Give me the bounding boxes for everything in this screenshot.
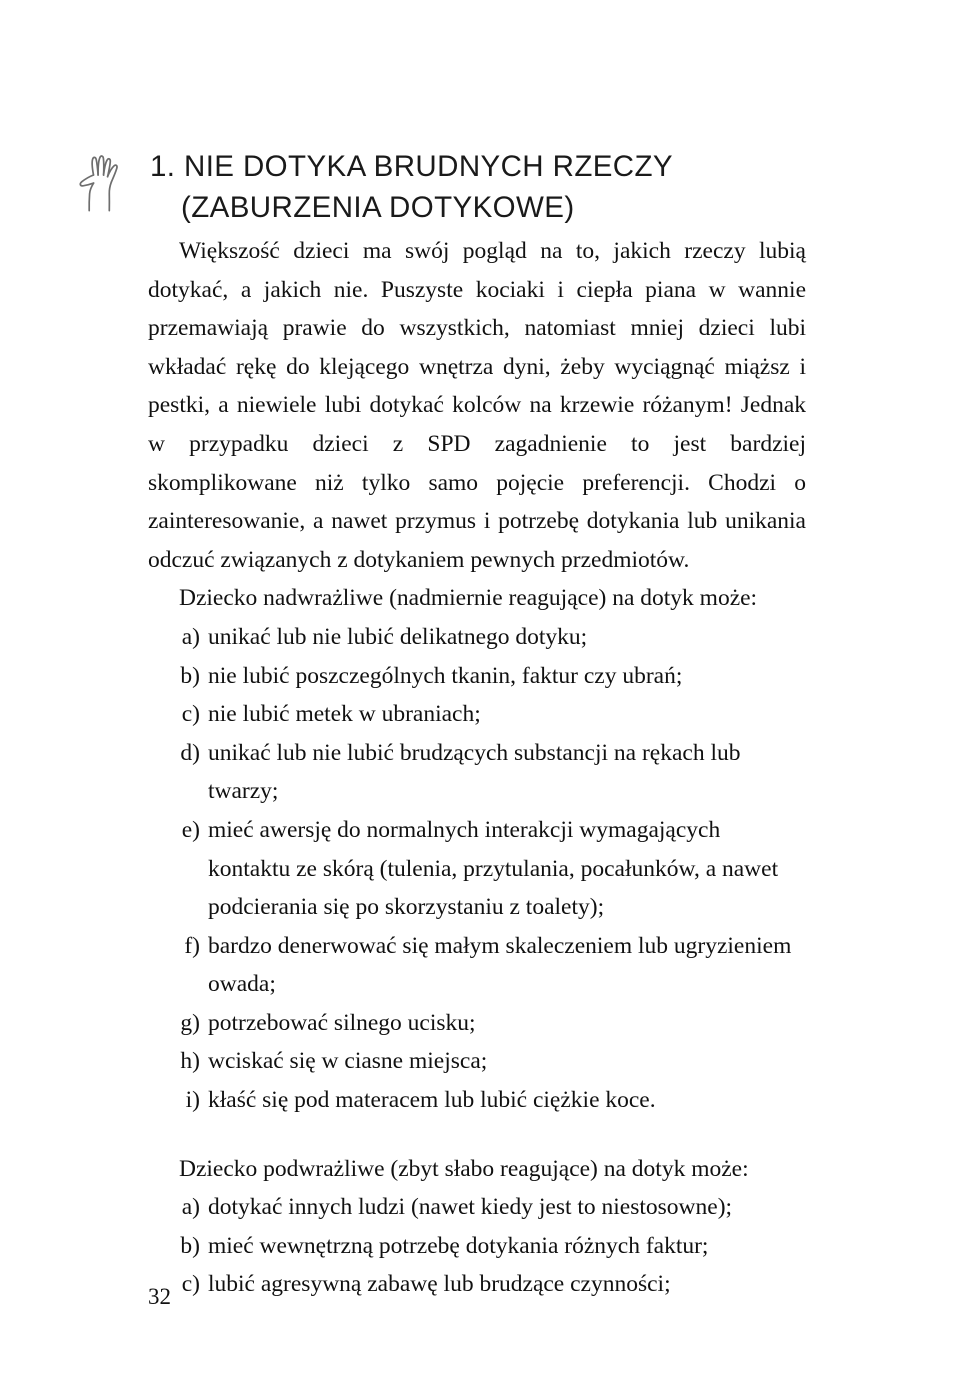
list-item-marker: a) <box>181 623 200 650</box>
list-item <box>148 1042 806 1081</box>
list-item <box>148 1004 806 1043</box>
list-item-text: unikać lub nie lubić brudzących substancji na rękach lub twarzy; <box>208 739 741 805</box>
list-item-marker: g) <box>180 1009 200 1036</box>
chapter-heading-line-1: 1. NIE DOTYKA BRUDNYCH RZECZY <box>150 150 674 183</box>
list-item-marker: b) <box>180 1232 200 1259</box>
list-item-text: mieć wewnętrzną potrzebę dotykania różnych faktur; <box>208 1232 709 1259</box>
list-item <box>148 695 806 734</box>
hyposensitive-lead-in: Dziecko podwrażliwe (zbyt słabo reagujące) na dotyk może: <box>179 1155 749 1182</box>
hand-outline-icon <box>72 148 130 220</box>
page-number: 32 <box>148 1284 171 1309</box>
list-item-marker: b) <box>180 662 200 689</box>
list-item-marker: a) <box>181 1194 200 1221</box>
intro-paragraph: Większość dzieci ma swój pogląd na to, jakich rzeczy lubią dotykać, a jakich nie. Puszyste kociaki i ciepła piana w wannie przemawiają prawie do wszystkich, natomiast mniej dzieci lubi wkładać rękę do klejącego wnętrza dyni, żeby wyciągnąć miąższ i pestki, a niewiele lubi dotykać kolców na krzewie różanym! Jednak w przypadku dzieci z SPD zagadnienie to jest bardziej skomplikowane niż tylko samo pojęcie preferencji. Chodzi o zainteresowanie, a nawet przymus i potrzebę dotykania lub unikania odczuć związanych z dotykaniem pewnych przedmiotów. <box>148 238 806 573</box>
list-item-text: mieć awersję do normalnych interakcji wymagających kontaktu ze skórą (tulenia, przytulania, pocałunków, a nawet podcierania się po skorzystaniu z toalety); <box>208 816 779 921</box>
list-item-marker: e) <box>181 816 200 843</box>
list-item-marker: f) <box>184 932 200 959</box>
chapter-heading-text <box>150 146 673 228</box>
list-item <box>148 618 806 657</box>
list-item-text: unikać lub nie lubić delikatnego dotyku; <box>208 623 588 650</box>
list-item-marker: c) <box>181 1271 200 1298</box>
page-body <box>148 232 806 1304</box>
list-item <box>148 1227 806 1266</box>
list-item-text: potrzebować silnego ucisku; <box>208 1009 476 1036</box>
list-item-text: lubić agresywną zabawę lub brudzące czynności; <box>208 1271 671 1298</box>
list-item <box>148 1081 806 1120</box>
hyposensitive-list <box>148 1188 806 1304</box>
list-item-marker: i) <box>185 1087 200 1114</box>
section-spacer <box>148 1120 806 1150</box>
list-item-text: kłaść się pod materacem lub lubić ciężkie koce. <box>208 1087 656 1114</box>
hypersensitive-lead-in: Dziecko nadwrażliwe (nadmiernie reagujące) na dotyk może: <box>179 585 758 612</box>
list-item-text: nie lubić metek w ubraniach; <box>208 701 481 728</box>
list-item <box>148 657 806 696</box>
list-item-marker: c) <box>181 701 200 728</box>
list-item-text: nie lubić poszczególnych tkanin, faktur czy ubrań; <box>208 662 683 689</box>
list-item-text: wciskać się w ciasne miejsca; <box>208 1048 488 1075</box>
list-item <box>148 1265 806 1304</box>
list-item <box>148 811 806 927</box>
chapter-heading <box>70 146 830 228</box>
list-item <box>148 927 806 1004</box>
hypersensitive-list <box>148 618 806 1120</box>
list-item <box>148 734 806 811</box>
list-item-text: dotykać innych ludzi (nawet kiedy jest to niestosowne); <box>208 1194 733 1221</box>
list-item-text: bardzo denerwować się małym skaleczeniem lub ugryzieniem owada; <box>208 932 792 998</box>
list-item-marker: d) <box>180 739 200 766</box>
list-item <box>148 1188 806 1227</box>
chapter-heading-line-2: (ZABURZENIA DOTYKOWE) <box>181 191 575 224</box>
list-item-marker: h) <box>180 1048 200 1075</box>
